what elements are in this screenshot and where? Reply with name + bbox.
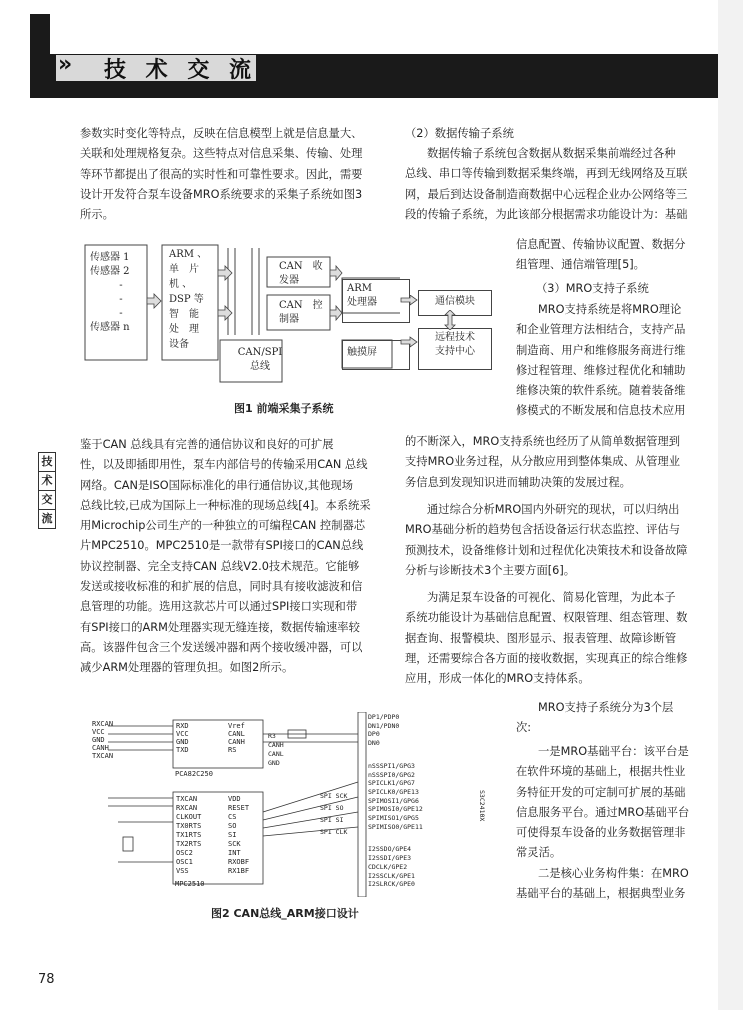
arm-processor-box: ARM 处理器 <box>342 279 410 323</box>
right-paragraph-2-indent: MRO支持系统是将MRO理论 和企业管理方法相结合，支持产品 制造商、用户和维修服务商进行维 修过程管理、维修过程优化和辅助 维修决策的软件系统。随着装备维 修模式的不断发展和信息技术应用 <box>516 303 686 418</box>
chip1-left-pins: RXD VCC GND TXD <box>176 722 189 754</box>
right-heading-3: （3）MRO支持子系统 <box>536 282 649 295</box>
circuit-net-labels: R3 CANH CANL GND <box>268 732 284 767</box>
chip2-right-pins: VDD RESET CS SO SI SCK INT RXOBF RX1BF <box>228 795 250 875</box>
chip2-left-pins: TXCAN RXCAN CLKOUT TX0RTS TX1RTS TX2RTS OSC2 OSC1 VSS <box>176 795 202 875</box>
figure1-vertical-arrow <box>444 310 456 330</box>
side-tab-char: 技 <box>39 453 55 472</box>
comm-module-box: 通信模块 <box>418 290 492 316</box>
left-paragraph-2: 鉴于CAN 总线具有完善的通信协议和良好的可扩展 性，以及即插即用性，泵车内部信号的传输采用CAN 总线 网络。CAN是ISO国际标准化的串行通信协议,其他现场 总线比较,已成为国际上一种标准的现场总线[4]。本系统采 用Microchip公司生产的一种独立的可编程CAN 控制器芯 片MPC2510。MPC2510是一款带有SPI接口的CAN总线 协议控制器、完全支持CAN 总线V2.0技术规范。它能够 发送或接收标准的和扩展的信息，同时具有接收滤波和信 息管理的功能。选用这款芯片可以通过SPI接口实现和带 有SPI接口的ARM处理器实现无缝连接，数据传输速率较 高。该器件包含三个发送缓冲器和两个接收缓冲器，可以 减少ARM处理器的管理负担。如图2所示。 <box>80 438 371 675</box>
page-edge <box>718 0 743 1010</box>
chevron-icon: » <box>58 52 73 77</box>
right-paragraph-4: 为满足泵车设备的可视化、简易化管理，为此本子 系统功能设计为基础信息配置、权限管理、组态管理、数 据查询、报警模块、图形显示、报表管理、故障诊断管 理，还需要综合各方面的接收数据，实现真正的综合维修 应用，形成一体化的MRO支持体系。 <box>405 591 688 686</box>
figure2-circuit <box>88 712 510 897</box>
section-title: 技 术 交 流 <box>104 58 257 83</box>
figure1-caption: 图1 前端采集子系统 <box>234 402 334 415</box>
chip3-name: S3C2410X <box>478 790 486 822</box>
page-number: 78 <box>38 972 55 987</box>
remote-support-box: 远程技术 支持中心 <box>418 328 492 370</box>
left-paragraph-1: 参数实时变化等特点，反映在信息模型上就是信息量大、 关联和处理规格复杂。这些特点对信息采集、传输、处理 等环节都提出了很高的实时性和可靠性要求。因此，需要 设计开发符合泵车设备MRO系统要求的采集子系统如图3 所示。 <box>80 127 363 222</box>
chip1-name: PCA82C250 <box>175 770 213 778</box>
right-heading-2: （2）数据传输子系统 <box>405 127 514 140</box>
arm-dsp-box: ARM 、 单 片 机 、 DSP 等 智 能 处 理 设备 <box>169 249 208 350</box>
sensor-box: 传感器 1 传感器 2 - - - 传感器 n <box>90 252 130 333</box>
right-paragraph-6: 一是MRO基础平台：该平台是 在软件环境的基础上，根据共性业 务特征开发的可定制可扩展的基础 信息服务平台。通过MRO基础平台 可使得泵车设备的业务数据管理非 常灵活。 二是核心业务构件集：在MRO 基础平台的基础上，根据典型业务 <box>516 745 690 901</box>
side-tab-char: 流 <box>41 512 53 525</box>
circuit-spi-labels: SPI SCK SPI SO SPI SI SPI CLK <box>320 792 348 836</box>
can-controller-box: CAN 控 制器 <box>279 300 323 325</box>
right-paragraph-1: 数据传输子系统包含数据从数据采集前端经过各种 总线、串口等传输到数据采集终端，再到无线网络及互联 网，最后到达设备制造商数据中心远程企业办公网络等三 段的传输子系统，为此该部分根据需求功能设计为：基础 <box>405 147 688 221</box>
touchscreen-box: 触摸屏 <box>342 340 410 370</box>
right-paragraph-3: 通过综合分析MRO国内外研究的现状，可以归纳出 MRO基础分析的趋势包含括设备运行状态监控、评估与 预测技术，设备维修计划和过程优化决策技术和设备故障 分析与诊断技术3个主要方面[6]。 <box>405 503 688 577</box>
side-tab-char: 术 <box>39 472 55 491</box>
right-paragraph-2-cont: 的不断深入，MRO支持系统也经历了从简单数据管理到 支持MRO业务过程，从分散应用到整体集成、从管理业 务信息到发现知识进而辅助决策的发展过程。 <box>405 435 681 489</box>
side-tab-char: 交 <box>39 491 55 510</box>
side-tab <box>38 452 56 529</box>
can-transceiver-box: CAN 收 发器 <box>279 261 323 286</box>
right-paragraph-1-indent: 信息配置、传输协议配置、数据分 组管理、通信端管理[5]。 <box>516 238 686 272</box>
figure1-arrows-right <box>400 295 420 355</box>
chip2-name: MPC2510 <box>175 880 205 888</box>
figure2-caption: 图2 CAN总线_ARM接口设计 <box>211 907 359 920</box>
chip3-pins: DP1/PDP0 DN1/PDN0 DP0 DN0 nSSSPI1/GPG3 nSSSPI0/GPG2 SPICLK1/GPG7 SPICLK0/GPE13 SPIMOSI1/GPG6 SPIMOSI0/GPE12 SPIMISO1/GPG5 SPIMISO0/GPE11 I2SSDO/GPE4 I2SSDI/GPE3 CDCLK/GPE2 I2SSCLK/GPE1 I2SLRCK/GPE0 <box>368 713 423 889</box>
chip1-right-pins: Vref CANL CANH RS <box>228 722 245 754</box>
can-spi-bus-box: CAN/SPI 总线 <box>237 347 283 372</box>
header-white-area <box>50 14 720 54</box>
right-paragraph-5: MRO支持子系统分为3个层 次: <box>516 701 674 735</box>
circuit-left-pins: RXCAN VCC GND CANH TXCAN <box>92 720 114 760</box>
